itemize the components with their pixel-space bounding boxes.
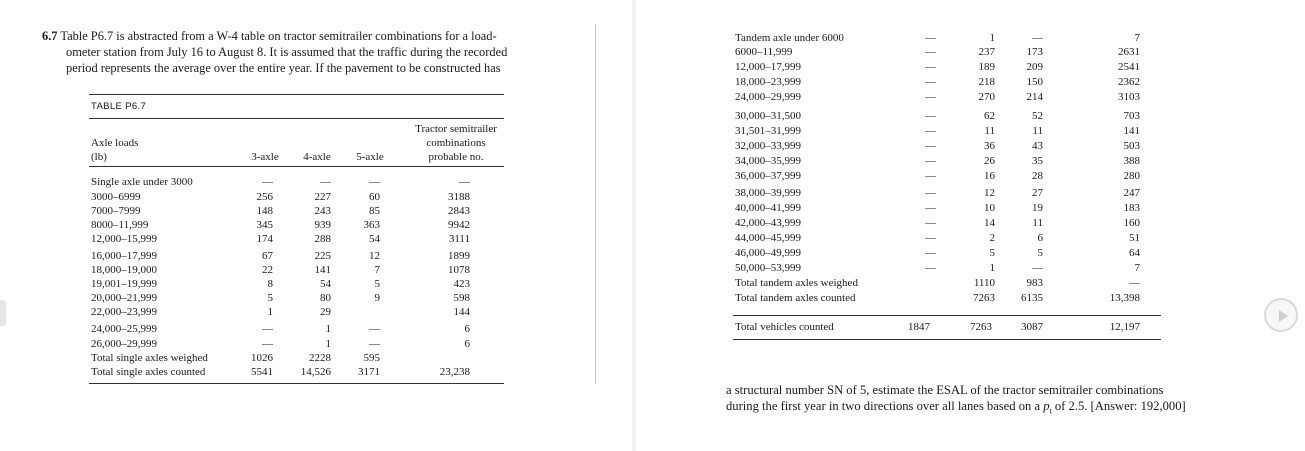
cell-3-axle: — bbox=[925, 247, 936, 259]
cell-probable-no: — bbox=[1129, 277, 1140, 289]
cell-3-axle: — bbox=[925, 140, 936, 152]
cell-4-axle: 36 bbox=[984, 140, 995, 152]
continuation-line-1: a structural number SN of 5, estimate the ESAL of the tractor semitrailer combinations bbox=[726, 383, 1164, 397]
cell-3-axle: — bbox=[925, 232, 936, 244]
row-label: 46,000–49,999 bbox=[735, 247, 801, 259]
problem-line-1: Table P6.7 is abstracted from a W-4 table on tractor semitrailer combinations for a load- bbox=[60, 29, 497, 43]
next-page-button[interactable] bbox=[1264, 298, 1298, 332]
table-top-rule bbox=[89, 94, 504, 95]
cell-4-axle: 10 bbox=[984, 202, 995, 214]
row-label: 32,000–33,999 bbox=[735, 140, 801, 152]
cell-probable-no: 12,197 bbox=[1109, 321, 1140, 333]
cell-probable-no: 183 bbox=[1123, 202, 1140, 214]
cell-probable-no: 1078 bbox=[448, 264, 470, 276]
cell-5-axle: — bbox=[369, 338, 380, 350]
row-label: 7000–7999 bbox=[91, 205, 141, 217]
cell-4-axle: 62 bbox=[984, 110, 995, 122]
cell-4-axle: 80 bbox=[320, 292, 331, 304]
cell-probable-no: — bbox=[459, 176, 470, 188]
cell-3-axle: — bbox=[925, 110, 936, 122]
header-bottom-rule bbox=[89, 166, 504, 167]
cell-4-axle: 1 bbox=[989, 32, 995, 44]
row-label: Single axle under 3000 bbox=[91, 176, 193, 188]
row-label: 20,000–21,999 bbox=[91, 292, 157, 304]
cell-3-axle: 1 bbox=[267, 306, 273, 318]
cell-5-axle: 35 bbox=[1032, 155, 1043, 167]
cell-probable-no: 423 bbox=[453, 278, 470, 290]
problem-continuation bbox=[726, 382, 1246, 420]
cell-3-axle: — bbox=[925, 46, 936, 58]
vehicles-top-rule bbox=[733, 315, 1161, 316]
cell-4-axle: 7263 bbox=[973, 292, 995, 304]
row-label: 26,000–29,999 bbox=[91, 338, 157, 350]
cell-probable-no: 2631 bbox=[1118, 46, 1140, 58]
cell-4-axle: 12 bbox=[984, 187, 995, 199]
cell-probable-no: 6 bbox=[464, 338, 470, 350]
header-3-axle: 3-axle bbox=[251, 151, 279, 163]
row-label: 34,000–35,999 bbox=[735, 155, 801, 167]
continuation-line-2-pre: during the first year in two directions over all lanes based on a bbox=[726, 399, 1044, 413]
cell-3-axle: 5 bbox=[267, 292, 273, 304]
cell-probable-no: 1899 bbox=[448, 250, 470, 262]
row-label: 36,000–37,999 bbox=[735, 170, 801, 182]
page-gutter bbox=[595, 24, 596, 384]
cell-3-axle: — bbox=[925, 155, 936, 167]
cell-5-axle: 19 bbox=[1032, 202, 1043, 214]
row-label: 42,000–43,999 bbox=[735, 217, 801, 229]
cell-5-axle: 209 bbox=[1026, 61, 1043, 73]
cell-5-axle: 27 bbox=[1032, 187, 1043, 199]
cell-5-axle: 3087 bbox=[1021, 321, 1043, 333]
row-label: 24,000–25,999 bbox=[91, 323, 157, 335]
row-label: 12,000–15,999 bbox=[91, 233, 157, 245]
cell-4-axle: 141 bbox=[314, 264, 331, 276]
cell-3-axle: 345 bbox=[256, 219, 273, 231]
pt-symbol: p bbox=[1043, 399, 1050, 413]
cell-5-axle: — bbox=[369, 323, 380, 335]
cell-4-axle: 189 bbox=[978, 61, 995, 73]
row-label: 18,000–19,000 bbox=[91, 264, 157, 276]
cell-3-axle: 148 bbox=[256, 205, 273, 217]
row-label: 12,000–17,999 bbox=[735, 61, 801, 73]
cell-probable-no: 247 bbox=[1123, 187, 1140, 199]
cell-3-axle: — bbox=[262, 338, 273, 350]
cell-4-axle: 54 bbox=[320, 278, 331, 290]
row-label: 50,000–53,999 bbox=[735, 262, 801, 274]
cell-probable-no: 3188 bbox=[448, 191, 470, 203]
cell-3-axle: — bbox=[925, 187, 936, 199]
row-label: 18,000–23,999 bbox=[735, 76, 801, 88]
cell-3-axle: 1026 bbox=[251, 352, 273, 364]
cell-4-axle: 1 bbox=[989, 262, 995, 274]
cell-probable-no: 3103 bbox=[1118, 91, 1140, 103]
cell-3-axle: 22 bbox=[262, 264, 273, 276]
row-label: Total tandem axles counted bbox=[735, 292, 856, 304]
header-4-axle: 4-axle bbox=[303, 151, 331, 163]
header-lb: (lb) bbox=[91, 151, 107, 163]
problem-number: 6.7 bbox=[42, 29, 58, 43]
cell-probable-no: 144 bbox=[453, 306, 470, 318]
cell-5-axle: — bbox=[1032, 32, 1043, 44]
cell-3-axle: — bbox=[925, 76, 936, 88]
cell-5-axle: 43 bbox=[1032, 140, 1043, 152]
header-axle-loads: Axle loads bbox=[91, 137, 139, 149]
cell-3-axle: — bbox=[925, 32, 936, 44]
cell-3-axle: — bbox=[262, 323, 273, 335]
cell-4-axle: 227 bbox=[314, 191, 331, 203]
cell-3-axle: — bbox=[925, 170, 936, 182]
cell-5-axle: 9 bbox=[374, 292, 380, 304]
cell-probable-no: 280 bbox=[1123, 170, 1140, 182]
problem-line-3: period represents the average over the entire year. If the pavement to be constructed has bbox=[66, 61, 501, 75]
cell-4-axle: 225 bbox=[314, 250, 331, 262]
cell-probable-no: 160 bbox=[1123, 217, 1140, 229]
cell-4-axle: 2 bbox=[989, 232, 995, 244]
cell-3-axle: — bbox=[925, 61, 936, 73]
header-5-axle: 5-axle bbox=[356, 151, 384, 163]
cell-5-axle: 173 bbox=[1026, 46, 1043, 58]
cell-5-axle: 6 bbox=[1037, 232, 1043, 244]
cell-3-axle: — bbox=[925, 125, 936, 137]
cell-4-axle: 939 bbox=[314, 219, 331, 231]
cell-5-axle: 85 bbox=[369, 205, 380, 217]
cell-probable-no: 141 bbox=[1123, 125, 1140, 137]
row-label: 40,000–41,999 bbox=[735, 202, 801, 214]
cell-4-axle: 14,526 bbox=[300, 366, 331, 378]
cell-probable-no: 2362 bbox=[1118, 76, 1140, 88]
cell-5-axle: 6135 bbox=[1021, 292, 1043, 304]
row-label: 16,000–17,999 bbox=[91, 250, 157, 262]
cell-3-axle: 256 bbox=[256, 191, 273, 203]
cell-probable-no: 7 bbox=[1134, 32, 1140, 44]
cell-5-axle: 150 bbox=[1026, 76, 1043, 88]
cell-3-axle: 67 bbox=[262, 250, 273, 262]
cell-3-axle: — bbox=[262, 176, 273, 188]
cell-5-axle: — bbox=[1032, 262, 1043, 274]
row-label: Total vehicles counted bbox=[735, 321, 834, 333]
cell-probable-no: 503 bbox=[1123, 140, 1140, 152]
previous-page-handle[interactable] bbox=[0, 300, 6, 326]
row-label: 3000–6999 bbox=[91, 191, 141, 203]
problem-line-2: ometer station from July 16 to August 8. It is assumed that the traffic during the recorded bbox=[66, 45, 508, 59]
row-label: 31,501–31,999 bbox=[735, 125, 801, 137]
cell-probable-no: 23,238 bbox=[439, 366, 470, 378]
row-label: 38,000–39,999 bbox=[735, 187, 801, 199]
cell-4-axle: 1110 bbox=[973, 277, 995, 289]
play-icon bbox=[1275, 308, 1291, 324]
cell-4-axle: 1 bbox=[325, 323, 331, 335]
cell-4-axle: 243 bbox=[314, 205, 331, 217]
row-label: 24,000–29,999 bbox=[735, 91, 801, 103]
cell-5-axle: 214 bbox=[1026, 91, 1043, 103]
cell-probable-no: 13,398 bbox=[1109, 292, 1140, 304]
row-label: 30,000–31,500 bbox=[735, 110, 801, 122]
cell-3-axle: — bbox=[925, 202, 936, 214]
continuation-line-2 bbox=[726, 398, 1246, 420]
cell-4-axle: 29 bbox=[320, 306, 331, 318]
cell-4-axle: 237 bbox=[978, 46, 995, 58]
cell-4-axle: — bbox=[320, 176, 331, 188]
row-label: 6000–11,999 bbox=[735, 46, 793, 58]
row-label: Total single axles weighed bbox=[91, 352, 208, 364]
cell-5-axle: 3171 bbox=[358, 366, 380, 378]
cell-5-axle: 363 bbox=[363, 219, 380, 231]
cell-3-axle: 5541 bbox=[251, 366, 273, 378]
table-title: TABLE P6.7 bbox=[91, 101, 147, 112]
continuation-line-2-post: of 2.5. [Answer: 192,000] bbox=[1051, 399, 1186, 413]
cell-4-axle: 14 bbox=[984, 217, 995, 229]
cell-5-axle: 54 bbox=[369, 233, 380, 245]
cell-4-axle: 16 bbox=[984, 170, 995, 182]
header-tractor-2: combinations bbox=[426, 137, 486, 149]
header-tractor-3: probable no. bbox=[428, 151, 484, 163]
cell-3-axle: 8 bbox=[267, 278, 273, 290]
cell-probable-no: 6 bbox=[464, 323, 470, 335]
cell-5-axle: 5 bbox=[1037, 247, 1043, 259]
cell-probable-no: 703 bbox=[1123, 110, 1140, 122]
row-label: Total tandem axles weighed bbox=[735, 277, 858, 289]
cell-4-axle: 11 bbox=[984, 125, 995, 137]
problem-statement bbox=[42, 28, 562, 76]
cell-5-axle: 60 bbox=[369, 191, 380, 203]
row-label: 8000–11,999 bbox=[91, 219, 149, 231]
cell-probable-no: 3111 bbox=[448, 233, 470, 245]
table-left-bottom-rule bbox=[89, 383, 504, 384]
row-label: Total single axles counted bbox=[91, 366, 206, 378]
cell-4-axle: 1 bbox=[325, 338, 331, 350]
pt-subscript: t bbox=[1049, 406, 1052, 416]
cell-probable-no: 7 bbox=[1134, 262, 1140, 274]
cell-3-axle: — bbox=[925, 217, 936, 229]
table-right-bottom-rule bbox=[733, 339, 1161, 340]
cell-5-axle: 595 bbox=[363, 352, 380, 364]
cell-4-axle: 2228 bbox=[309, 352, 331, 364]
table-title-rule bbox=[89, 118, 504, 119]
cell-probable-no: 2843 bbox=[448, 205, 470, 217]
cell-3-axle: — bbox=[925, 262, 936, 274]
cell-4-axle: 218 bbox=[978, 76, 995, 88]
cell-5-axle: 52 bbox=[1032, 110, 1043, 122]
cell-3-axle: 1847 bbox=[908, 321, 930, 333]
cell-4-axle: 26 bbox=[984, 155, 995, 167]
cell-5-axle: 12 bbox=[369, 250, 380, 262]
cell-probable-no: 388 bbox=[1123, 155, 1140, 167]
row-label: Tandem axle under 6000 bbox=[735, 32, 844, 44]
cell-4-axle: 5 bbox=[989, 247, 995, 259]
cell-5-axle: 5 bbox=[374, 278, 380, 290]
cell-4-axle: 288 bbox=[314, 233, 331, 245]
header-tractor-1: Tractor semitrailer bbox=[415, 123, 497, 135]
row-label: 22,000–23,999 bbox=[91, 306, 157, 318]
cell-3-axle: 174 bbox=[256, 233, 273, 245]
cell-probable-no: 64 bbox=[1129, 247, 1140, 259]
cell-5-axle: 11 bbox=[1032, 217, 1043, 229]
cell-3-axle: — bbox=[925, 91, 936, 103]
cell-5-axle: 983 bbox=[1026, 277, 1043, 289]
cell-5-axle: 7 bbox=[374, 264, 380, 276]
cell-4-axle: 7263 bbox=[970, 321, 992, 333]
cell-4-axle: 270 bbox=[978, 91, 995, 103]
cell-probable-no: 2541 bbox=[1118, 61, 1140, 73]
cell-5-axle: — bbox=[369, 176, 380, 188]
row-label: 19,001–19,999 bbox=[91, 278, 157, 290]
cell-probable-no: 51 bbox=[1129, 232, 1140, 244]
cell-5-axle: 28 bbox=[1032, 170, 1043, 182]
cell-5-axle: 11 bbox=[1032, 125, 1043, 137]
cell-probable-no: 9942 bbox=[448, 219, 470, 231]
row-label: 44,000–45,999 bbox=[735, 232, 801, 244]
cell-probable-no: 598 bbox=[453, 292, 470, 304]
